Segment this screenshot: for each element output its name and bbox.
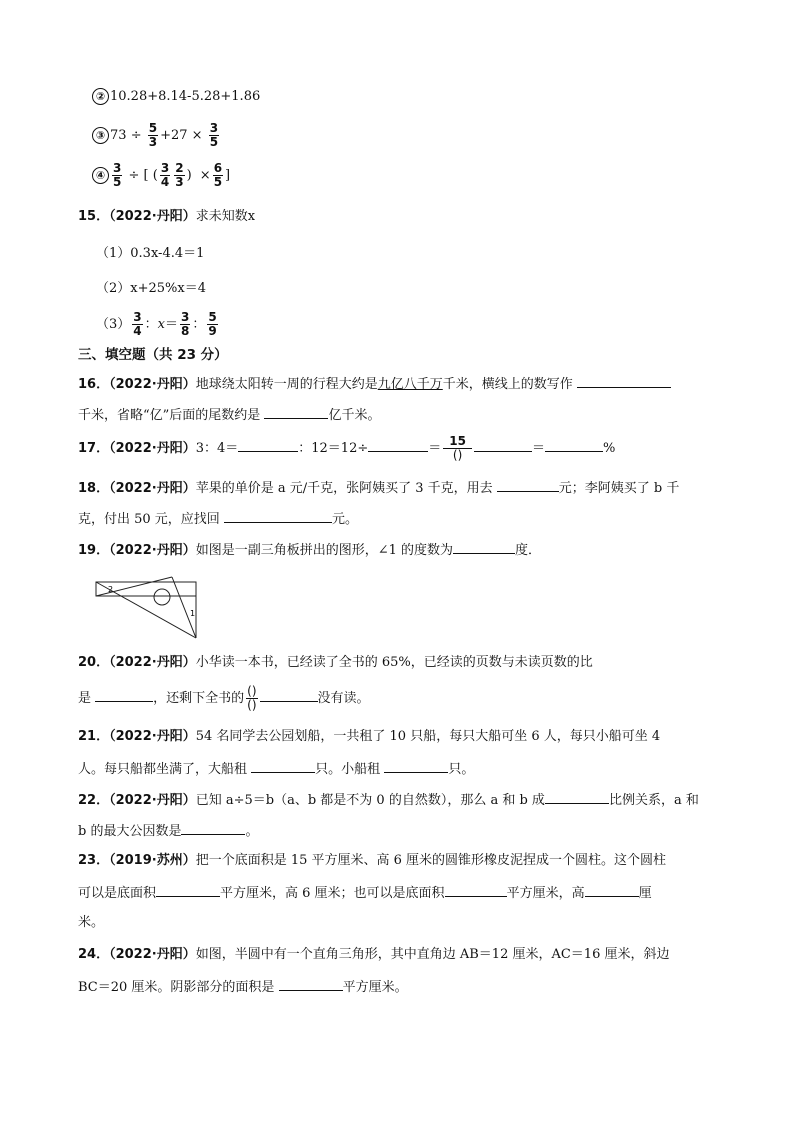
answer-blank[interactable] xyxy=(368,437,428,452)
answer-blank[interactable] xyxy=(279,976,343,991)
paren: ) xyxy=(186,168,192,183)
item-number: ④ xyxy=(92,167,109,184)
text: 度． xyxy=(515,543,542,558)
q15-part1: （1）0.3x-4.4＝1 xyxy=(96,246,205,261)
equals: ＝ xyxy=(165,317,179,332)
underlined-text: 九亿八千万 xyxy=(377,377,443,392)
question-source: （2022·丹阳） xyxy=(109,947,196,962)
question-20 xyxy=(78,653,593,673)
fraction: $\frac{3}{8}$ xyxy=(181,310,190,338)
question-source: （2022·丹阳） xyxy=(109,377,196,392)
colon: ： xyxy=(144,317,158,332)
section-title: 三、填空题（共 23 分） xyxy=(78,347,228,363)
question-number: 15． xyxy=(78,209,110,224)
angle-label-1: 1 xyxy=(190,609,196,618)
fraction: $\frac{5}{3}$ xyxy=(148,121,158,149)
calc-item-4 xyxy=(92,162,230,190)
triangle-figure xyxy=(92,576,202,642)
question-22-line2 xyxy=(78,820,258,842)
question-number: 16． xyxy=(78,377,110,392)
text: ：12＝12÷ xyxy=(298,441,369,456)
question-24-line2 xyxy=(78,976,408,998)
question-number: 23． xyxy=(78,853,110,868)
text: 54 名同学去公园划船，一共租了 10 只船，每只大船可坐 6 人，每只小船可坐 4 xyxy=(195,729,661,744)
text: 比例关系，a 和 xyxy=(608,793,699,808)
calc-item-3 xyxy=(92,122,221,150)
text: 厘 xyxy=(638,886,652,901)
text: 克，付出 50 元，应找回 xyxy=(78,512,220,527)
item-number: ③ xyxy=(92,127,109,144)
question-number: 24． xyxy=(78,947,110,962)
question-17 xyxy=(78,432,615,466)
term: 73 xyxy=(110,128,127,143)
text: 元；李阿姨买了 b 千 xyxy=(558,481,680,496)
question-text: 求未知数x xyxy=(195,209,256,224)
text: 亿千米。 xyxy=(328,408,381,423)
operator: × xyxy=(199,168,211,183)
operator: ÷ xyxy=(128,168,140,183)
answer-blank[interactable] xyxy=(156,882,220,897)
q15-part2: （2）x+25%x＝4 xyxy=(96,281,206,296)
calc-item-2 xyxy=(92,87,260,107)
question-source: （2022·丹阳） xyxy=(109,793,196,808)
angle-label-2: 2 xyxy=(108,585,114,594)
bracket: ] xyxy=(225,168,231,183)
answer-blank[interactable] xyxy=(264,404,328,419)
answer-blank[interactable] xyxy=(260,687,318,702)
question-source: （2019·苏州） xyxy=(109,853,196,868)
question-number: 18． xyxy=(78,481,110,496)
term: +27 xyxy=(160,128,188,143)
question-source: （2022·丹阳） xyxy=(109,543,196,558)
question-16 xyxy=(78,373,671,395)
item-number: ② xyxy=(92,88,109,105)
operator: × xyxy=(191,128,203,143)
question-21-line2 xyxy=(78,758,474,780)
text: 平方厘米，高 6 厘米；也可以是底面积 xyxy=(220,886,445,901)
question-number: 17． xyxy=(78,441,110,456)
text: ＝ xyxy=(428,441,442,456)
question-source: （2022·丹阳） xyxy=(109,209,196,224)
text: 如图，半圆中有一个直角三角形，其中直角边 AB＝12 厘米，AC＝16 厘米，斜边 xyxy=(195,947,670,962)
question-source: （2022·丹阳） xyxy=(109,655,196,670)
answer-blank[interactable] xyxy=(238,437,298,452)
text: b 的最大公因数是 xyxy=(78,824,182,839)
question-source: （2022·丹阳） xyxy=(109,729,196,744)
answer-blank[interactable] xyxy=(251,758,315,773)
text: ，还剩下全书的 xyxy=(153,691,245,706)
text: 地球绕太阳转一周的行程大约是 xyxy=(195,377,378,392)
question-19 xyxy=(78,539,541,561)
fraction: $\frac{15}{()}$ xyxy=(443,435,472,462)
question-number: 19． xyxy=(78,543,110,558)
question-18-line2 xyxy=(78,508,358,530)
question-23-line3: 米。 xyxy=(78,915,105,930)
question-source: （2022·丹阳） xyxy=(109,441,196,456)
text: 小华读一本书，已经读了全书的 65%，已经读的页数与未读页数的比 xyxy=(195,655,593,670)
fraction: $\frac{()}{()}$ xyxy=(247,684,257,712)
text: 。 xyxy=(245,824,259,839)
fraction: $\frac{3}{4}$ xyxy=(160,161,170,189)
text: 3：4＝ xyxy=(195,441,239,456)
fraction: $\frac{5}{9}$ xyxy=(208,310,217,338)
text: 人。每只船都坐满了，大船租 xyxy=(78,762,248,777)
answer-blank[interactable] xyxy=(445,882,507,897)
answer-blank[interactable] xyxy=(181,820,245,835)
question-21 xyxy=(78,727,660,747)
answer-blank[interactable] xyxy=(545,437,603,452)
text: BC＝20 厘米。阴影部分的面积是 xyxy=(78,980,275,995)
fraction: $\frac{3}{5}$ xyxy=(209,121,219,149)
question-number: 21． xyxy=(78,729,110,744)
text: 已知 a÷5＝b（a、b 都是不为 0 的自然数），那么 a 和 b 成 xyxy=(195,793,545,808)
answer-blank[interactable] xyxy=(474,437,532,452)
question-20-line2 xyxy=(78,684,370,714)
expression: 10.28+8.14-5.28+1.86 xyxy=(110,89,261,104)
question-23 xyxy=(78,851,666,871)
operator: ÷ xyxy=(130,128,142,143)
text: 千米，横线上的数写作 xyxy=(442,377,573,392)
question-22 xyxy=(78,789,699,811)
fraction: $\frac{3}{5}$ xyxy=(113,161,122,189)
fraction: $\frac{6}{5}$ xyxy=(213,161,223,189)
text: ＝ xyxy=(531,441,545,456)
question-24 xyxy=(78,945,669,965)
text: 元。 xyxy=(331,512,358,527)
text: 千米，省略“亿”后面的尾数约是 xyxy=(78,408,261,423)
text: 把一个底面积是 15 平方厘米、高 6 厘米的圆锥形橡皮泥捏成一个圆柱。这个圆柱 xyxy=(195,853,667,868)
question-18 xyxy=(78,477,679,499)
text: 如图是一副三角板拼出的图形，∠1 的度数为 xyxy=(195,543,454,558)
colon: ： xyxy=(192,317,206,332)
text: 只。小船租 xyxy=(315,762,381,777)
text: 没有读。 xyxy=(317,691,370,706)
answer-blank[interactable] xyxy=(577,373,671,388)
question-15 xyxy=(78,207,255,227)
text: 平方厘米。 xyxy=(342,980,408,995)
text: 只。 xyxy=(448,762,475,777)
answer-blank[interactable] xyxy=(453,539,515,554)
question-16-line2 xyxy=(78,404,380,426)
question-source: （2022·丹阳） xyxy=(109,481,196,496)
paren: ( xyxy=(152,168,158,183)
text: 是 xyxy=(78,691,92,706)
question-23-line2 xyxy=(78,882,652,904)
q15-part3 xyxy=(96,310,220,340)
variable: x xyxy=(157,317,165,332)
question-number: 20． xyxy=(78,655,110,670)
answer-blank[interactable] xyxy=(384,758,448,773)
answer-blank[interactable] xyxy=(95,687,153,702)
fraction: $\frac{2}{3}$ xyxy=(175,161,184,189)
text: % xyxy=(602,441,616,456)
text: 苹果的单价是 a 元/千克，张阿姨买了 3 千克，用去 xyxy=(195,481,493,496)
answer-blank[interactable] xyxy=(545,789,609,804)
answer-blank[interactable] xyxy=(497,477,559,492)
answer-blank[interactable] xyxy=(224,508,332,523)
text: 平方厘米，高 xyxy=(506,886,585,901)
bracket: [ xyxy=(143,168,149,183)
question-number: 22． xyxy=(78,793,110,808)
part-label: （3） xyxy=(96,317,131,332)
text: 可以是底面积 xyxy=(78,886,157,901)
fraction: $\frac{3}{4}$ xyxy=(133,310,142,338)
answer-blank[interactable] xyxy=(585,882,639,897)
